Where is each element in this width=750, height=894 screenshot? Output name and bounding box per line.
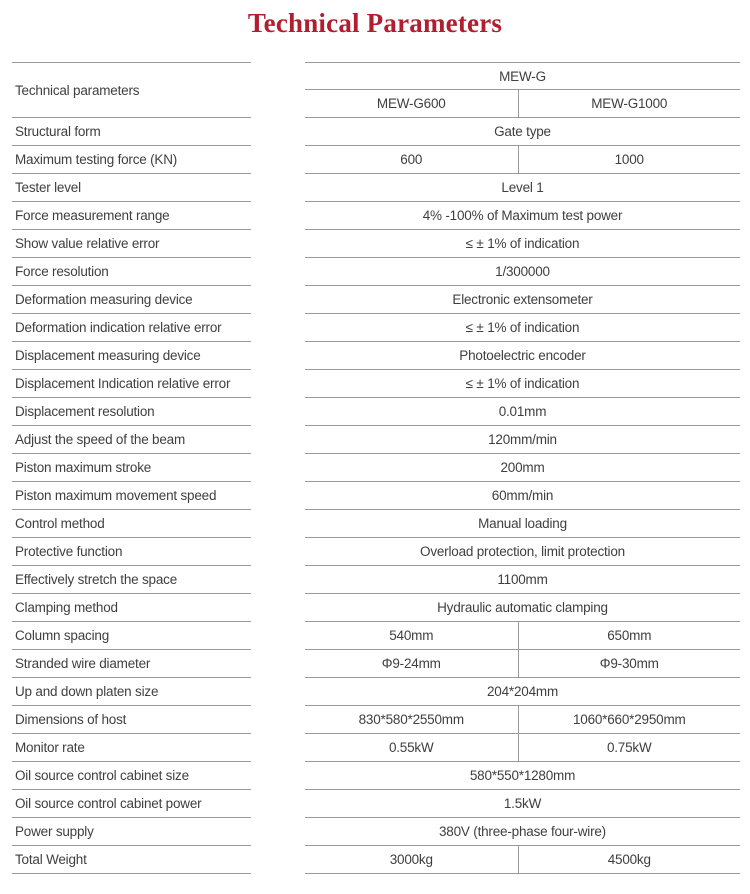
row-label: Power supply	[12, 818, 251, 846]
header-row-group	[12, 63, 740, 90]
column-gap	[251, 118, 305, 146]
column-gap	[251, 398, 305, 426]
row-value: 1000	[518, 146, 740, 174]
row-value: 830*580*2550mm	[305, 706, 518, 734]
table-row	[12, 258, 740, 286]
row-value-span: 200mm	[305, 454, 740, 482]
column-gap	[251, 566, 305, 594]
column-gap	[251, 790, 305, 818]
row-value: 540mm	[305, 622, 518, 650]
table-row	[12, 342, 740, 370]
params-table-body	[12, 118, 740, 874]
column-gap	[251, 454, 305, 482]
column-gap	[251, 286, 305, 314]
column-gap	[251, 846, 305, 874]
row-label: Control method	[12, 510, 251, 538]
row-value: Φ9-30mm	[518, 650, 740, 678]
row-label: Displacement Indication relative error	[12, 370, 251, 398]
row-value-span: Level 1	[305, 174, 740, 202]
column-gap	[251, 202, 305, 230]
row-label: Clamping method	[12, 594, 251, 622]
row-value-span: Manual loading	[305, 510, 740, 538]
column-gap	[251, 706, 305, 734]
table-row	[12, 622, 740, 650]
column-gap	[251, 818, 305, 846]
table-row	[12, 762, 740, 790]
row-label: Effectively stretch the space	[12, 566, 251, 594]
row-label: Oil source control cabinet power	[12, 790, 251, 818]
column-gap	[251, 650, 305, 678]
column-gap	[251, 174, 305, 202]
row-value-span: ≤ ± 1% of indication	[305, 230, 740, 258]
row-value-span: 60mm/min	[305, 482, 740, 510]
column-gap	[251, 230, 305, 258]
table-row	[12, 650, 740, 678]
column-gap	[251, 510, 305, 538]
row-label: Displacement measuring device	[12, 342, 251, 370]
table-row	[12, 790, 740, 818]
row-label: Structural form	[12, 118, 251, 146]
table-row	[12, 286, 740, 314]
row-value-span: ≤ ± 1% of indication	[305, 314, 740, 342]
row-value-span: ≤ ± 1% of indication	[305, 370, 740, 398]
column-gap	[251, 146, 305, 174]
row-value: 600	[305, 146, 518, 174]
row-value: 3000kg	[305, 846, 518, 874]
column-gap	[251, 258, 305, 286]
row-value: Φ9-24mm	[305, 650, 518, 678]
column-gap	[251, 762, 305, 790]
table-row	[12, 370, 740, 398]
header-model-mew-g600: MEW-G600	[305, 90, 518, 118]
table-row	[12, 454, 740, 482]
table-row	[12, 146, 740, 174]
column-gap	[251, 314, 305, 342]
row-label: Oil source control cabinet size	[12, 762, 251, 790]
table-row	[12, 706, 740, 734]
table-row	[12, 734, 740, 762]
table-row	[12, 426, 740, 454]
table-row	[12, 230, 740, 258]
table-row	[12, 398, 740, 426]
row-value-span: 1100mm	[305, 566, 740, 594]
table-row	[12, 594, 740, 622]
column-gap	[251, 482, 305, 510]
table-row	[12, 678, 740, 706]
row-label: Protective function	[12, 538, 251, 566]
row-value: 4500kg	[518, 846, 740, 874]
row-label: Monitor rate	[12, 734, 251, 762]
column-gap	[251, 678, 305, 706]
table-row	[12, 510, 740, 538]
row-value-span: 1/300000	[305, 258, 740, 286]
row-value-span: 204*204mm	[305, 678, 740, 706]
row-label: Stranded wire diameter	[12, 650, 251, 678]
header-series-label: MEW-G	[305, 63, 740, 90]
row-value: 0.55kW	[305, 734, 518, 762]
row-label: Dimensions of host	[12, 706, 251, 734]
row-label: Force resolution	[12, 258, 251, 286]
row-label: Maximum testing force (KN)	[12, 146, 251, 174]
row-value-span: Overload protection, limit protection	[305, 538, 740, 566]
row-value: 650mm	[518, 622, 740, 650]
table-row	[12, 482, 740, 510]
row-label: Piston maximum movement speed	[12, 482, 251, 510]
row-label: Tester level	[12, 174, 251, 202]
row-label: Piston maximum stroke	[12, 454, 251, 482]
table-row	[12, 174, 740, 202]
row-value-span: Photoelectric encoder	[305, 342, 740, 370]
table-row	[12, 202, 740, 230]
page-title: Technical Parameters	[247, 8, 503, 38]
column-gap	[251, 538, 305, 566]
row-label: Deformation indication relative error	[12, 314, 251, 342]
row-value-span: 380V (three-phase four-wire)	[305, 818, 740, 846]
table-row	[12, 566, 740, 594]
column-gap	[251, 594, 305, 622]
row-value-span: 0.01mm	[305, 398, 740, 426]
row-label: Up and down platen size	[12, 678, 251, 706]
table-header	[12, 63, 740, 118]
row-label: Column spacing	[12, 622, 251, 650]
row-label: Displacement resolution	[12, 398, 251, 426]
row-value-span: 1.5kW	[305, 790, 740, 818]
column-gap	[251, 63, 305, 118]
row-value: 1060*660*2950mm	[518, 706, 740, 734]
header-model-mew-g1000: MEW-G1000	[518, 90, 740, 118]
row-label: Adjust the speed of the beam	[12, 426, 251, 454]
row-value-span: 580*550*1280mm	[305, 762, 740, 790]
column-gap	[251, 342, 305, 370]
table-row	[12, 818, 740, 846]
row-value-span: 120mm/min	[305, 426, 740, 454]
technical-parameters-table	[12, 62, 740, 874]
row-value-span: Hydraulic automatic clamping	[305, 594, 740, 622]
column-gap	[251, 734, 305, 762]
table-row	[12, 538, 740, 566]
row-label: Total Weight	[12, 846, 251, 874]
column-gap	[251, 622, 305, 650]
row-value-span: Gate type	[305, 118, 740, 146]
row-label: Force measurement range	[12, 202, 251, 230]
header-param-label: Technical parameters	[12, 63, 251, 118]
row-value-span: Electronic extensometer	[305, 286, 740, 314]
row-value: 0.75kW	[518, 734, 740, 762]
column-gap	[251, 426, 305, 454]
table-row	[12, 314, 740, 342]
row-label: Deformation measuring device	[12, 286, 251, 314]
row-value-span: 4% -100% of Maximum test power	[305, 202, 740, 230]
row-label: Show value relative error	[12, 230, 251, 258]
table-row	[12, 118, 740, 146]
table-row	[12, 846, 740, 874]
column-gap	[251, 370, 305, 398]
